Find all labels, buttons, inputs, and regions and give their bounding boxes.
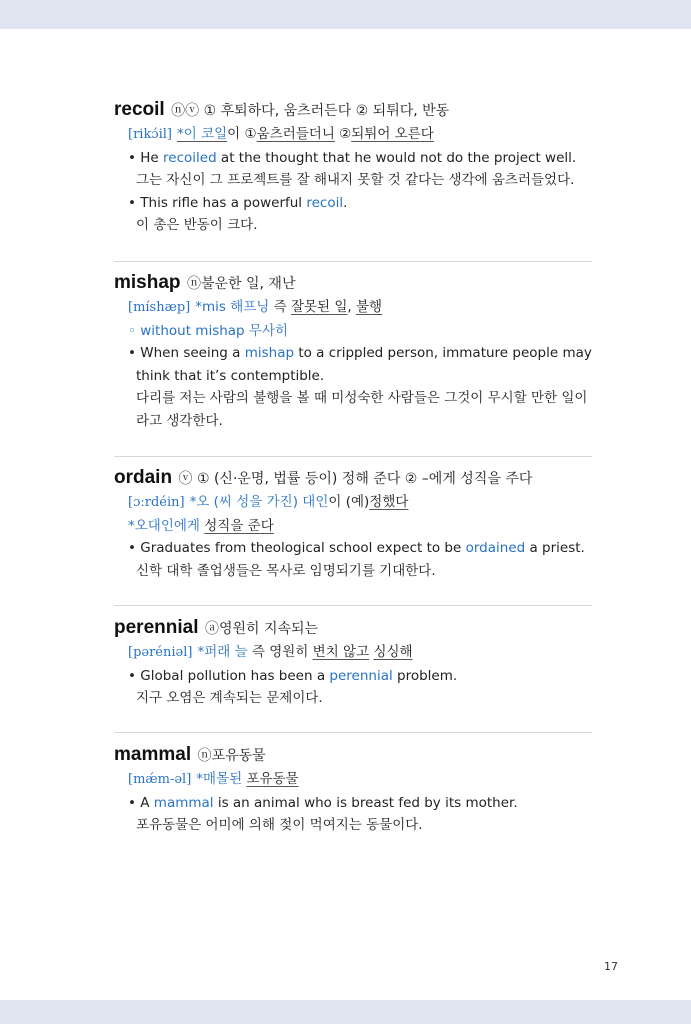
text-segment: ordained bbox=[465, 540, 526, 556]
text-segment: 즉 bbox=[269, 299, 291, 315]
example-sentence bbox=[114, 537, 594, 560]
text-segment: 되튀어 오른다 bbox=[351, 126, 434, 142]
example-sentence bbox=[114, 192, 594, 215]
mnemonic bbox=[190, 494, 409, 510]
bullet: • bbox=[128, 667, 136, 684]
pronunciation: [rikɔ́il] bbox=[128, 127, 172, 142]
pronunciation: [ɔːrdéin] bbox=[128, 495, 185, 510]
entry-head bbox=[114, 468, 594, 489]
headword: perennial bbox=[114, 617, 199, 638]
text-segment: *퍼래 늘 bbox=[197, 644, 248, 660]
example-text bbox=[140, 150, 576, 166]
text-segment: problem. bbox=[392, 667, 458, 684]
definition: 불운한 일, 재난 bbox=[200, 276, 296, 292]
divider bbox=[114, 732, 592, 733]
pronunciation: [míshæp] bbox=[128, 300, 191, 315]
entry-mammal bbox=[114, 745, 594, 837]
example-text bbox=[140, 668, 457, 684]
example-sentence bbox=[114, 665, 594, 688]
definition: ① (신·운명, 법률 등이) 정해 준다 ② –에게 성직을 주다 bbox=[192, 471, 533, 487]
mnemonic bbox=[128, 518, 274, 534]
part-of-speech: ⓝ bbox=[186, 276, 201, 292]
mnemonic-line bbox=[114, 491, 594, 515]
mnemonic-line bbox=[114, 123, 594, 147]
phrase: ◦ without mishap 무사히 bbox=[128, 322, 289, 339]
pronunciation: [pəréniəl] bbox=[128, 645, 193, 660]
text-segment: 불행 bbox=[356, 299, 383, 315]
text-segment: 잘못된 일 bbox=[290, 299, 348, 315]
headword: mammal bbox=[114, 744, 192, 765]
entry-perennial bbox=[114, 618, 594, 710]
top-band bbox=[0, 0, 691, 29]
text-segment: Graduates from theological school expect to be bbox=[140, 540, 466, 556]
text-segment: mammal bbox=[153, 794, 214, 811]
text-segment: This rifle has a powerful bbox=[140, 194, 307, 211]
bullet: • bbox=[128, 540, 136, 556]
entry-mishap bbox=[114, 273, 594, 432]
text-segment: recoil bbox=[306, 194, 344, 211]
example-text bbox=[140, 195, 347, 211]
mnemonic-line bbox=[114, 296, 594, 320]
text-segment: Global pollution has been a bbox=[140, 667, 330, 684]
definition: ① 후퇴하다, 움츠러든다 ② 되튀다, 반동 bbox=[199, 103, 450, 119]
text-segment: is an animal who is breast fed by its mother. bbox=[213, 794, 518, 811]
part-of-speech: ⓝ bbox=[197, 748, 212, 764]
text-segment: ② bbox=[334, 126, 352, 142]
text-segment: 즉 영원히 bbox=[247, 644, 313, 660]
entry-head bbox=[114, 273, 594, 294]
text-segment: , bbox=[347, 299, 357, 315]
example-continuation: think that it’s contemptible. bbox=[136, 367, 325, 384]
headword: mishap bbox=[114, 272, 181, 293]
text-segment: 움츠러들더니 bbox=[256, 126, 335, 142]
text-segment: *오 (씨 성을 가진) 대인 bbox=[189, 494, 329, 510]
example-text bbox=[140, 795, 517, 811]
entry-head bbox=[114, 745, 594, 766]
text-segment: 정했다 bbox=[369, 494, 409, 510]
entry-head bbox=[114, 618, 594, 639]
text-segment: When seeing a bbox=[140, 345, 245, 361]
text-segment: to a crippled person, immature people may bbox=[294, 345, 592, 361]
definition: 포유동물 bbox=[211, 748, 266, 764]
definition: 영원히 지속되는 bbox=[218, 621, 319, 637]
example-translation: 포유동물은 어미에 의해 젖이 먹여지는 동물이다. bbox=[136, 817, 423, 833]
entry-ordain bbox=[114, 468, 594, 582]
mnemonic bbox=[197, 644, 412, 660]
example-sentence bbox=[114, 147, 594, 170]
text-segment: at the thought that he would not do the project well. bbox=[216, 149, 577, 166]
example-text bbox=[140, 345, 592, 361]
mnemonic bbox=[196, 771, 298, 787]
text-segment: . bbox=[343, 194, 348, 211]
headword: ordain bbox=[114, 467, 173, 488]
mnemonic-line bbox=[114, 641, 594, 665]
divider bbox=[114, 261, 592, 262]
part-of-speech: ⓥ bbox=[178, 471, 193, 487]
entry-recoil bbox=[114, 100, 594, 237]
text-segment: a priest. bbox=[525, 540, 585, 556]
example-translation: 이 총은 반동이 크다. bbox=[136, 217, 258, 233]
text-segment: *매몰된 bbox=[196, 771, 243, 787]
text-segment: *이 코일 bbox=[177, 126, 228, 142]
bottom-band bbox=[0, 1000, 691, 1024]
headword: recoil bbox=[114, 99, 165, 120]
text-segment: 포유동물 bbox=[246, 771, 299, 787]
text-segment: perennial bbox=[329, 667, 393, 684]
text-segment: 변치 않고 bbox=[312, 644, 370, 660]
example-translation: 다리를 저는 사람의 불행을 볼 때 미성숙한 사람들은 그것이 무시할 만한 일이 bbox=[136, 390, 588, 406]
example-sentence bbox=[114, 342, 594, 365]
text-segment: mishap bbox=[244, 345, 295, 361]
mnemonic-line bbox=[114, 768, 594, 792]
mnemonic bbox=[195, 299, 382, 315]
text-segment: 이 (예) bbox=[328, 494, 370, 510]
text-segment: 이 ① bbox=[227, 126, 257, 142]
pronunciation: [mǽm-əl] bbox=[128, 772, 192, 787]
bullet: • bbox=[128, 345, 136, 361]
text-segment: 성직을 준다 bbox=[204, 517, 274, 534]
example-text bbox=[140, 540, 585, 556]
page-number: 17 bbox=[604, 960, 618, 973]
entry-head bbox=[114, 100, 594, 121]
divider bbox=[114, 605, 592, 606]
example-translation: 신학 대학 졸업생들은 목사로 임명되기를 기대한다. bbox=[136, 562, 436, 579]
example-translation: 라고 생각한다. bbox=[136, 412, 223, 429]
bullet: • bbox=[128, 149, 136, 166]
bullet: • bbox=[128, 794, 136, 811]
text-segment: 싱싱해 bbox=[373, 644, 413, 660]
bullet: • bbox=[128, 194, 136, 211]
mnemonic bbox=[177, 126, 434, 142]
text-segment: recoiled bbox=[163, 149, 217, 166]
text-segment: *mis 해프닝 bbox=[195, 299, 270, 315]
text-segment: A bbox=[140, 794, 154, 811]
text-segment: He bbox=[140, 149, 164, 166]
part-of-speech: ⓝⓥ bbox=[171, 103, 200, 119]
example-translation: 지구 오염은 계속되는 문제이다. bbox=[136, 690, 323, 706]
mnemonic-line bbox=[114, 515, 594, 538]
divider bbox=[114, 456, 592, 457]
example-translation: 그는 자신이 그 프로젝트를 잘 해내지 못할 것 같다는 생각에 움츠러들었다. bbox=[136, 172, 575, 188]
part-of-speech: ⓐ bbox=[204, 621, 219, 637]
example-sentence bbox=[114, 792, 594, 815]
text-segment: *오대인에게 bbox=[128, 517, 200, 534]
